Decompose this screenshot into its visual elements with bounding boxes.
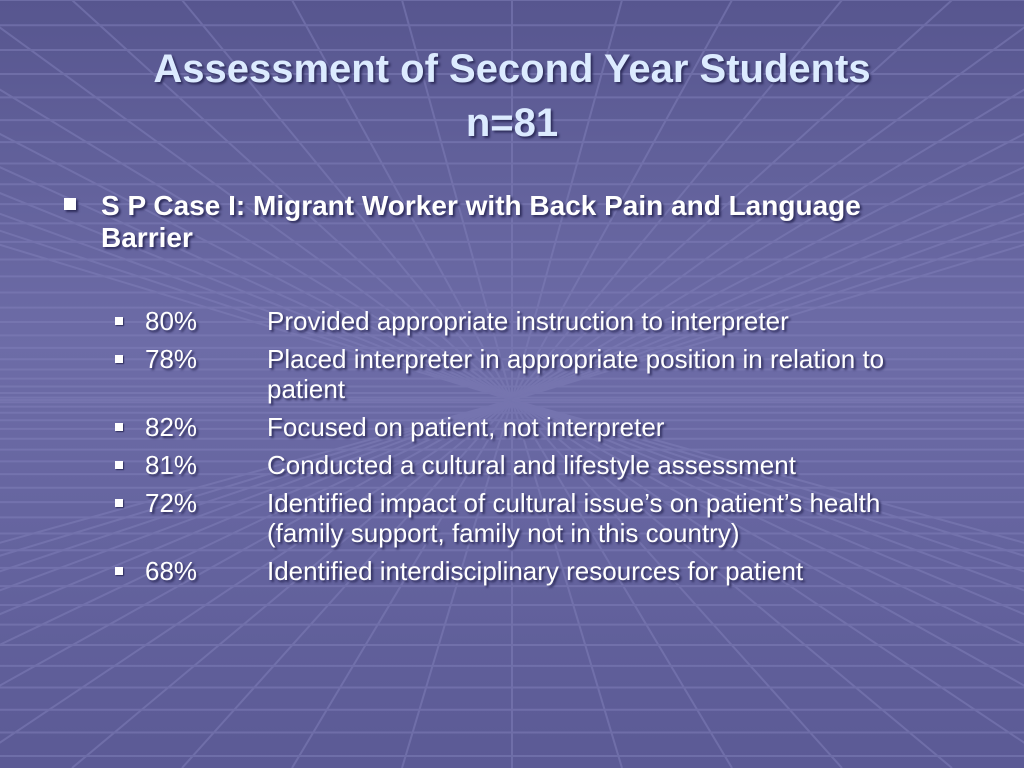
title-line-2: n=81: [465, 101, 559, 145]
item-percent: 68%: [145, 556, 198, 586]
item-text: Identified impact of cultural issue’s on patient’s health (family support, family not in this country): [267, 488, 881, 548]
small-square-bullet-icon: [115, 355, 123, 363]
list-item: [115, 488, 975, 548]
case-bullet: [64, 190, 924, 254]
list-item: [115, 556, 975, 586]
item-percent: 80%: [145, 306, 198, 336]
small-square-bullet-icon: [115, 461, 123, 469]
list-item: [115, 306, 975, 336]
item-text: Focused on patient, not interpreter: [267, 412, 665, 442]
list-item: [115, 450, 975, 480]
item-percent: 82%: [145, 412, 198, 442]
item-text: Identified interdisciplinary resources for patient: [267, 556, 804, 586]
list-item: [115, 412, 975, 442]
results-list: [115, 306, 975, 594]
item-percent: 81%: [145, 450, 198, 480]
small-square-bullet-icon: [115, 317, 123, 325]
small-square-bullet-icon: [115, 567, 123, 575]
case-heading: S P Case I: Migrant Worker with Back Pain and Language Barrier: [101, 190, 861, 253]
list-item: [115, 344, 975, 404]
item-text: Conducted a cultural and lifestyle assessment: [267, 450, 796, 480]
item-text: Placed interpreter in appropriate position in relation to patient: [267, 344, 885, 404]
slide-title: [0, 42, 1024, 150]
title-line-1: Assessment of Second Year Students: [153, 47, 871, 91]
item-percent: 78%: [145, 344, 198, 374]
small-square-bullet-icon: [115, 499, 123, 507]
small-square-bullet-icon: [115, 423, 123, 431]
square-bullet-icon: [64, 198, 76, 210]
item-text: Provided appropriate instruction to interpreter: [267, 306, 789, 336]
item-percent: 72%: [145, 488, 198, 518]
